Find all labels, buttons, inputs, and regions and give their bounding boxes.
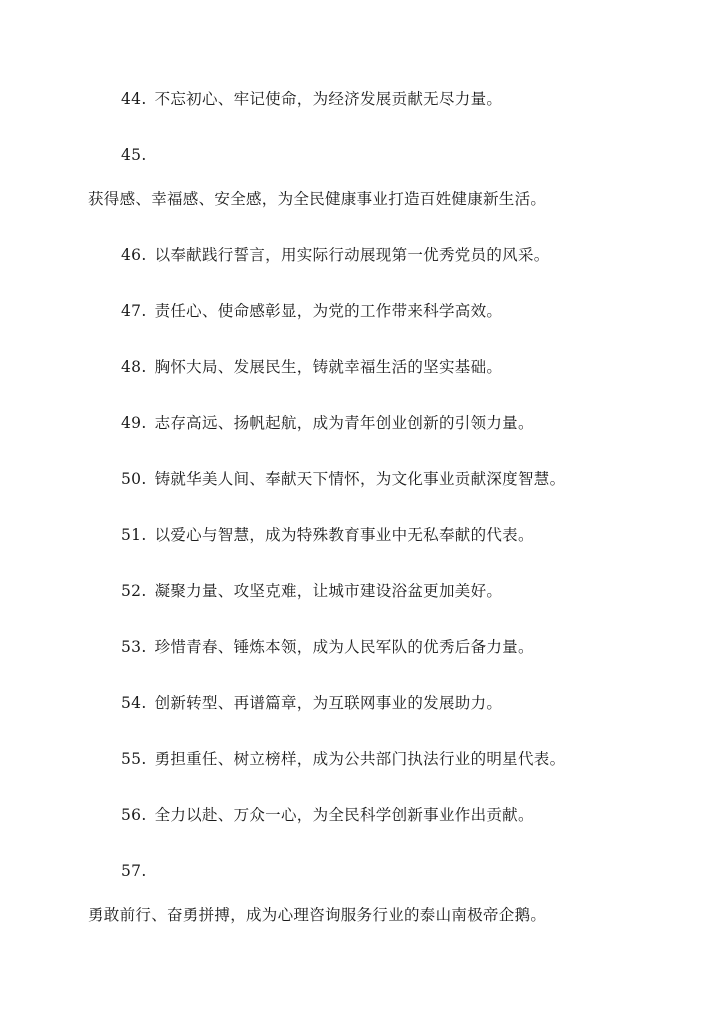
- item-text: 以爱心与智慧，成为特殊教育事业中无私奉献的代表。: [154, 526, 534, 544]
- item-number: 54.: [121, 694, 147, 712]
- list-item-text-line: [88, 189, 546, 209]
- item-number: 45.: [121, 146, 147, 164]
- item-number: 55.: [121, 750, 147, 768]
- item-text: 铸就华美人间、奉献天下情怀，为文化事业贡献深度智慧。: [154, 470, 566, 488]
- item-number: 51.: [121, 526, 147, 544]
- item-text: 责任心、使命感彰显，为党的工作带来科学高效。: [154, 302, 503, 320]
- item-text: 珍惜青春、锤炼本领，成为人民军队的优秀后备力量。: [154, 638, 534, 656]
- list-item: [121, 89, 502, 109]
- item-number: 49.: [121, 414, 147, 432]
- item-number: 50.: [121, 470, 147, 488]
- list-item-number-line: [121, 861, 155, 881]
- list-item: [121, 357, 502, 377]
- item-number: 46.: [121, 246, 147, 264]
- item-text: 全力以赴、万众一心，为全民科学创新事业作出贡献。: [154, 806, 534, 824]
- list-item: [121, 805, 534, 825]
- list-item: [121, 749, 565, 769]
- item-text: 不忘初心、牢记使命，为经济发展贡献无尽力量。: [154, 90, 503, 108]
- item-text: 志存高远、扬帆起航，成为青年创业创新的引领力量。: [154, 414, 534, 432]
- item-text: 勇担重任、树立榜样，成为公共部门执法行业的明星代表。: [154, 750, 566, 768]
- list-item: [121, 525, 534, 545]
- item-text: 勇敢前行、奋勇拼搏，成为心理咨询服务行业的泰山南极帝企鹅。: [88, 906, 547, 924]
- item-text: 胸怀大局、发展民生，铸就幸福生活的坚实基础。: [154, 358, 503, 376]
- list-item-number-line: [121, 145, 155, 165]
- item-text: 创新转型、再谱篇章，为互联网事业的发展助力。: [154, 694, 503, 712]
- item-number: 57.: [121, 862, 147, 880]
- item-number: 47.: [121, 302, 147, 320]
- list-item: [121, 637, 534, 657]
- list-item: [121, 581, 502, 601]
- item-number: 53.: [121, 638, 147, 656]
- item-number: 52.: [121, 582, 147, 600]
- list-item: [121, 301, 502, 321]
- list-item-text-line: [88, 905, 546, 925]
- list-item: [121, 245, 550, 265]
- list-item: [121, 469, 565, 489]
- item-number: 48.: [121, 358, 147, 376]
- list-item: [121, 413, 534, 433]
- item-number: 56.: [121, 806, 147, 824]
- item-text: 以奉献践行誓言，用实际行动展现第一优秀党员的风采。: [154, 246, 550, 264]
- item-text: 获得感、幸福感、安全感，为全民健康事业打造百姓健康新生活。: [88, 190, 547, 208]
- item-text: 凝聚力量、攻坚克难，让城市建设浴盆更加美好。: [154, 582, 503, 600]
- list-item: [121, 693, 502, 713]
- item-number: 44.: [121, 90, 147, 108]
